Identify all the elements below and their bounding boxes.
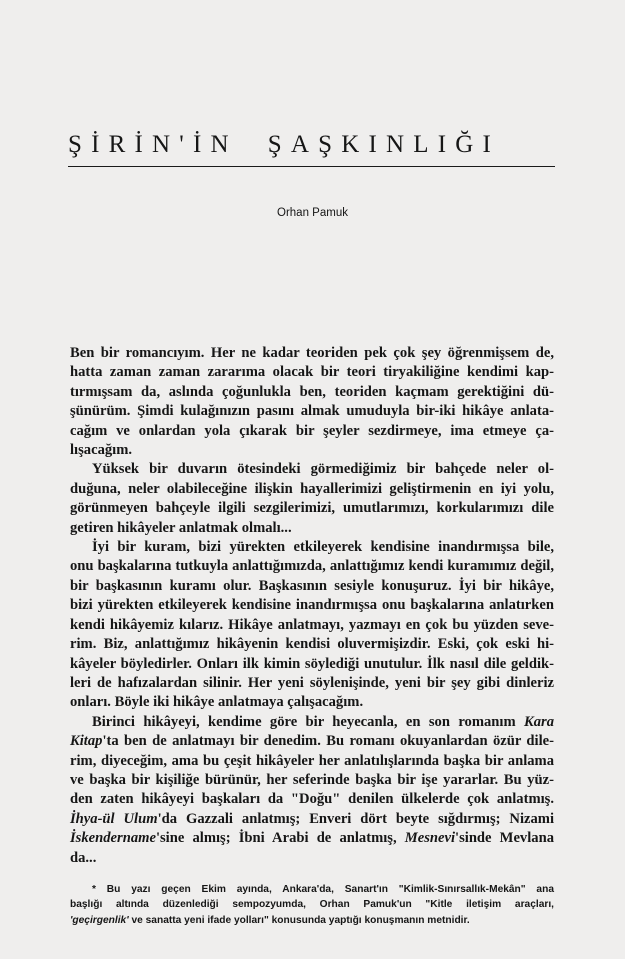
body-line: [70, 674, 554, 693]
text-run: Ben bir romancıyım. Her ne kadar teoriden pek çok şey öğrenmişsem de,: [70, 345, 554, 361]
footnote-line: [70, 897, 554, 912]
footnote-line: [70, 882, 554, 897]
body-line: [70, 810, 554, 829]
text-run: başlığı altında düzenlediği sempozyumda, Orhan Pamuk'un "Kitle iletişim araçları,: [70, 899, 554, 911]
text-run: kâyeler böyledirler. Onları ilk kimin söylediği unutulur. İlk nasıl dile geldik-: [70, 655, 554, 672]
italic-text: 'geçirgenlik': [70, 914, 129, 926]
body-line: [70, 752, 554, 771]
footnote: [70, 882, 554, 928]
body-line: [70, 693, 554, 712]
italic-text: İhya-ül Ulum: [70, 810, 158, 827]
essay-title: [68, 130, 558, 160]
text-run: ve sanatta yeni ifade yolları" konusunda yaptığı konuşmanın metnidir.: [128, 914, 470, 926]
text-run: kendi hikâyemiz kılarız. Hikâye anlatmayı, yazmayı en çok bu yüzden seve-: [70, 616, 554, 633]
title-word-2: ŞAŞKINLIĞI: [267, 131, 501, 158]
body-line: [70, 344, 554, 363]
italic-text: İskendername: [70, 830, 156, 847]
italic-text: Kitap: [70, 733, 103, 750]
text-run: rim. Biz, anlattığımız hikâyenin kendisi oluvermişizdir. Eski, çok eski hi-: [70, 636, 554, 653]
text-run: hatta zaman zaman zararıma olacak bir teori tiryakiliğine kendimi kap-: [70, 364, 554, 381]
text-run: onları. Böyle iki hikâye anlatmaya çalışacağım.: [70, 694, 364, 711]
text-run: leri de hafızalardan silinir. Her yeni söylenişinde, yeni bir şey gibi dinleriz: [70, 674, 554, 691]
text-run: da...: [70, 849, 97, 866]
text-run: 'ta ben de anlatmayı bir denedim. Bu romanı okuyanlardan özür dile-: [102, 733, 554, 750]
body-line: [70, 363, 554, 382]
text-run: 'da Gazzali anlatmış; Enveri dört beyte sığdırmış; Nizami: [157, 810, 555, 827]
text-run: ve başka bir kişiliğe bürünür, her seferinde başka bir işe yararlar. Bu yüz-: [70, 771, 554, 788]
text-run: 'sine almış; İbni Arabi de anlatmış,: [155, 830, 405, 847]
body-line: [70, 422, 554, 441]
body-line: [70, 577, 554, 596]
body-line: [70, 441, 554, 460]
body-line: [70, 713, 554, 732]
text-run: rim, diyeceğim, ama bu çeşit hikâyeler her anlatılışlarında başka bir anlama: [70, 752, 554, 769]
footnote-line: [70, 913, 554, 928]
essay-body: [70, 344, 554, 868]
body-line: [70, 519, 554, 538]
body-line: [70, 771, 554, 790]
body-line: [70, 460, 554, 479]
text-run: * Bu yazı geçen Ekim ayında, Ankara'da, Sanart'ın "Kimlik-Sınırsallık-Mekân" ana: [92, 884, 554, 895]
body-line: [70, 655, 554, 674]
body-line: [70, 402, 554, 421]
text-run: lışacağım.: [70, 442, 133, 459]
text-run: onu başkalarına tutkuyla anlattığımızda, anlattığımız kendi kuramımız değil,: [70, 558, 554, 575]
text-run: görünmeyen bahçeyle ilgili sezgilerimizi, umutlarımızı, korkularımızı dile: [70, 500, 554, 517]
body-line: [70, 849, 554, 868]
text-run: bir başkasının kuramı olur. Başkasının sesiyle konuşuruz. İyi bir hikâye,: [70, 577, 554, 594]
author-name: Orhan Pamuk: [277, 207, 348, 219]
body-line: [70, 557, 554, 576]
text-run: bizi yürekten etkileyerek kendisine inandırmışsa onu başkalarına anlatırken: [70, 597, 554, 614]
italic-text: Kara: [523, 713, 554, 730]
text-run: den zaten hikâyeyi başkaları da "Doğu" denilen ülkelerde çok anlatmış.: [70, 791, 554, 808]
body-line: [70, 596, 554, 615]
title-word-1: ŞİRİN'İN: [68, 131, 238, 158]
body-line: [70, 480, 554, 499]
italic-text: Mesnevi: [404, 830, 456, 847]
title-rule: [68, 166, 555, 167]
text-run: tırmışsam da, aslında çoğunlukla ben, teoriden kaçmam gerektiğini dü-: [70, 383, 554, 400]
body-line: [70, 635, 554, 654]
text-run: İyi bir kuram, bizi yürekten etkileyerek kendisine inandırmışsa bile,: [92, 539, 554, 556]
body-line: [70, 732, 554, 751]
body-line: [70, 383, 554, 402]
text-run: 'sinde Mevlana: [455, 830, 554, 847]
body-line: [70, 829, 554, 848]
body-line: [70, 499, 554, 518]
text-run: Yüksek bir duvarın ötesindeki görmediğimiz bir bahçede neler ol-: [92, 461, 554, 478]
text-run: cağım ve onlardan yola çıkarak bir şeyler sezdirmeye, ima etmeye ça-: [70, 422, 554, 439]
body-line: [70, 616, 554, 635]
text-run: duğuna, neler olabileceğine ilişkin hayallerimizi geliştirmenin en iyi yolu,: [70, 480, 554, 497]
body-line: [70, 538, 554, 557]
body-line: [70, 790, 554, 809]
text-run: Birinci hikâyeyi, kendime göre bir heyecanla, en son romanım: [92, 713, 524, 730]
text-run: getiren hikâyeler anlatmak olmalı...: [70, 519, 292, 536]
text-run: şünürüm. Şimdi kulağınızın pasını almak umuduyla bir-iki hikâye anlata-: [70, 403, 554, 420]
